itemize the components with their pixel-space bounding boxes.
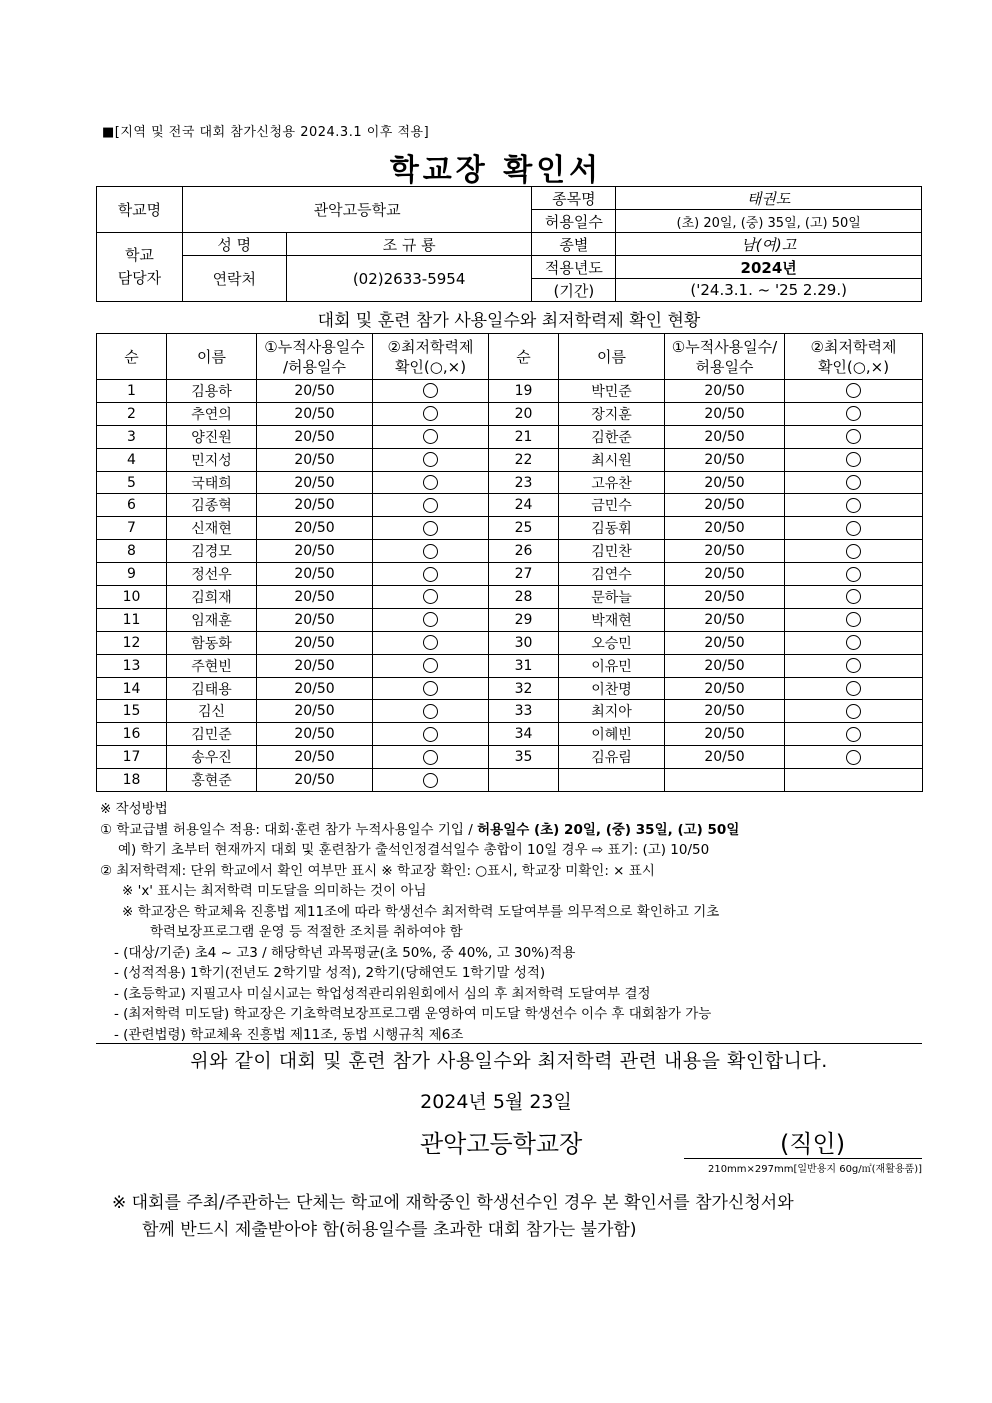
row-number: 35 [489, 746, 559, 769]
circle-mark-icon [846, 681, 861, 696]
table-row [97, 494, 923, 517]
days-used: 20/50 [257, 631, 373, 654]
days-used: 20/50 [665, 608, 785, 631]
circle-mark-icon [846, 429, 861, 444]
circle-mark-icon [423, 498, 438, 513]
year-sub-label: (기간) [532, 279, 616, 302]
paper-spec: 210mm×297mm[일반용지 60g/㎡(재활용품)] [684, 1158, 922, 1175]
student-name: 김신 [167, 700, 257, 723]
min-check-cell [373, 494, 489, 517]
student-name: 국태희 [167, 471, 257, 494]
circle-mark-icon [423, 681, 438, 696]
year-value: 2024년 [616, 256, 922, 279]
days-used: 20/50 [257, 563, 373, 586]
days-used: 20/50 [665, 700, 785, 723]
table-row [97, 769, 923, 792]
min-check-cell [373, 586, 489, 609]
row-number: 21 [489, 425, 559, 448]
circle-mark-icon [423, 635, 438, 650]
circle-mark-icon [423, 704, 438, 719]
row-number: 9 [97, 563, 167, 586]
min-check-cell [785, 700, 923, 723]
days-used: 20/50 [257, 654, 373, 677]
min-check-cell [373, 540, 489, 563]
row-number: 33 [489, 700, 559, 723]
note-7: - (초등학교) 지필고사 미실시교는 학업성적관리위원회에서 심의 후 최저학력 도달여부 결정 [114, 985, 651, 1002]
circle-mark-icon [423, 475, 438, 490]
days-used: 20/50 [665, 402, 785, 425]
student-name: 장지훈 [559, 402, 665, 425]
min-check-cell [785, 586, 923, 609]
days-used: 20/50 [665, 654, 785, 677]
table-row [97, 746, 923, 769]
circle-mark-icon [423, 452, 438, 467]
min-check-cell [373, 723, 489, 746]
student-name: 정선우 [167, 563, 257, 586]
principal-name: 관악고등학교장 [420, 1130, 583, 1158]
days-used: 20/50 [665, 494, 785, 517]
student-name: 김용하 [167, 380, 257, 403]
circle-mark-icon [423, 727, 438, 742]
student-name: 임재훈 [167, 608, 257, 631]
student-name: 민지성 [167, 448, 257, 471]
min-check-cell [785, 402, 923, 425]
student-name: 이찬명 [559, 677, 665, 700]
min-check-cell [373, 654, 489, 677]
circle-mark-icon [846, 475, 861, 490]
min-check-cell [785, 677, 923, 700]
circle-mark-icon [846, 704, 861, 719]
student-name: 박재현 [559, 608, 665, 631]
row-number: 28 [489, 586, 559, 609]
row-number: 26 [489, 540, 559, 563]
min-check-cell [785, 471, 923, 494]
row-number: 30 [489, 631, 559, 654]
table-row [97, 586, 923, 609]
student-name: 주현빈 [167, 654, 257, 677]
school-label: 학교명 [97, 187, 183, 233]
days-used: 20/50 [665, 517, 785, 540]
student-name: 이혜빈 [559, 723, 665, 746]
col-min-right: ②최저학력제 확인(○,×) [785, 334, 923, 380]
student-name: 송우진 [167, 746, 257, 769]
min-check-cell [785, 563, 923, 586]
days-used: 20/50 [257, 540, 373, 563]
footer-note [112, 1190, 794, 1244]
min-check-cell [373, 380, 489, 403]
circle-mark-icon [846, 635, 861, 650]
name-value: 조 규 룡 [286, 233, 532, 256]
table-row [97, 517, 923, 540]
circle-mark-icon [846, 544, 861, 559]
table-row [97, 425, 923, 448]
circle-mark-icon [423, 406, 438, 421]
min-check-cell [373, 425, 489, 448]
days-used: 20/50 [665, 471, 785, 494]
days-used: 20/50 [665, 586, 785, 609]
table-row [97, 608, 923, 631]
student-name: 함동화 [167, 631, 257, 654]
min-check-cell [785, 746, 923, 769]
min-check-cell [785, 540, 923, 563]
min-check-cell [785, 380, 923, 403]
note-8: - (최저학력 미도달) 학교장은 기초학력보장프로그램 운영하여 미도달 학생선수 이수 후 대회참가 가능 [114, 1006, 712, 1022]
col-name-left: 이름 [167, 334, 257, 380]
student-name: 김동휘 [559, 517, 665, 540]
row-number: 10 [97, 586, 167, 609]
student-name: 추연의 [167, 402, 257, 425]
student-name: 박민준 [559, 380, 665, 403]
student-name: 김연수 [559, 563, 665, 586]
student-name: 홍현준 [167, 769, 257, 792]
table-row [97, 563, 923, 586]
student-name: 김희재 [167, 586, 257, 609]
student-name: 김경모 [167, 540, 257, 563]
circle-mark-icon [846, 727, 861, 742]
row-number: 24 [489, 494, 559, 517]
days-used: 20/50 [665, 425, 785, 448]
footer-line-2: 함께 반드시 제출받아야 함(허용일수를 초과한 대회 참가는 불가함) [142, 1220, 637, 1240]
circle-mark-icon [423, 612, 438, 627]
circle-mark-icon [846, 383, 861, 398]
event-label: 종목명 [532, 187, 616, 210]
circle-mark-icon [423, 567, 438, 582]
table-row [97, 448, 923, 471]
row-number: 20 [489, 402, 559, 425]
circle-mark-icon [846, 612, 861, 627]
notes [100, 799, 925, 1045]
empty-cell [489, 769, 559, 792]
circle-mark-icon [423, 750, 438, 765]
days-used: 20/50 [257, 425, 373, 448]
days-used: 20/50 [257, 700, 373, 723]
circle-mark-icon [423, 429, 438, 444]
min-check-cell [373, 517, 489, 540]
student-name: 김태용 [167, 677, 257, 700]
row-number: 31 [489, 654, 559, 677]
circle-mark-icon [423, 521, 438, 536]
table-row [97, 402, 923, 425]
row-number: 34 [489, 723, 559, 746]
student-name: 최시원 [559, 448, 665, 471]
min-check-cell [785, 494, 923, 517]
year-label: 적용년도 [532, 256, 616, 279]
note-1 [100, 820, 925, 841]
row-number: 15 [97, 700, 167, 723]
days-used: 20/50 [257, 494, 373, 517]
min-check-cell [373, 700, 489, 723]
note-9: - (관련법령) 학교체육 진흥법 제11조, 동법 시행규칙 제6조 [114, 1026, 464, 1043]
table-row [97, 723, 923, 746]
days-used: 20/50 [257, 402, 373, 425]
student-name: 김민준 [167, 723, 257, 746]
days-used: 20/50 [257, 723, 373, 746]
student-name: 김유림 [559, 746, 665, 769]
table-row [97, 540, 923, 563]
days-used: 20/50 [257, 677, 373, 700]
row-number: 8 [97, 540, 167, 563]
days-used: 20/50 [257, 608, 373, 631]
gender-label: 종별 [532, 233, 616, 256]
table-row [97, 631, 923, 654]
days-used: 20/50 [257, 471, 373, 494]
min-check-cell [373, 746, 489, 769]
days-used: 20/50 [665, 380, 785, 403]
circle-mark-icon [423, 383, 438, 398]
period-value: ('24.3.1. ~ '25 2.29.) [616, 279, 922, 302]
min-check-cell [373, 402, 489, 425]
table-row [97, 700, 923, 723]
name-label: 성 명 [182, 233, 286, 256]
student-name: 이유민 [559, 654, 665, 677]
row-number: 16 [97, 723, 167, 746]
contact-value: (02)2633-5954 [286, 256, 532, 302]
student-name: 양진원 [167, 425, 257, 448]
min-check-cell [785, 654, 923, 677]
days-used: 20/50 [665, 746, 785, 769]
row-number: 19 [489, 380, 559, 403]
min-check-cell [785, 608, 923, 631]
table-row [97, 471, 923, 494]
days-used: 20/50 [665, 448, 785, 471]
circle-mark-icon [846, 498, 861, 513]
confirm-date: 2024년 5월 23일 [420, 1091, 572, 1113]
row-number: 14 [97, 677, 167, 700]
empty-cell [785, 769, 923, 792]
min-check-cell [785, 425, 923, 448]
allowed-label: 허용일수 [532, 210, 616, 233]
event-value: 태권도 [616, 187, 922, 210]
row-number: 12 [97, 631, 167, 654]
row-number: 27 [489, 563, 559, 586]
days-used: 20/50 [665, 677, 785, 700]
row-number: 4 [97, 448, 167, 471]
note-1-text: ① 학교급별 허용일수 적용: 대회·훈련 참가 누적사용일수 기입 / [100, 821, 478, 838]
student-name: 금민수 [559, 494, 665, 517]
row-number: 29 [489, 608, 559, 631]
school-name: 관악고등학교 [182, 187, 532, 233]
roster-table [96, 333, 923, 792]
row-number: 13 [97, 654, 167, 677]
circle-mark-icon [423, 773, 438, 788]
days-used: 20/50 [257, 769, 373, 792]
contact-label: 연락처 [182, 256, 286, 302]
circle-mark-icon [846, 452, 861, 467]
row-number: 5 [97, 471, 167, 494]
col-name-right: 이름 [559, 334, 665, 380]
min-check-cell [373, 769, 489, 792]
circle-mark-icon [846, 658, 861, 673]
circle-mark-icon [846, 567, 861, 582]
row-number: 6 [97, 494, 167, 517]
days-used: 20/50 [665, 723, 785, 746]
section-title: 대회 및 훈련 참가 사용일수와 최저학력제 확인 현황 [317, 311, 701, 331]
row-number: 23 [489, 471, 559, 494]
note-4: ※ 학교장은 학교체육 진흥법 제11조에 따라 학생선수 최저학력 도달여부를 의무적으로 확인하고 기초 [122, 903, 720, 920]
min-check-cell [373, 448, 489, 471]
gender-value: 남(여)고 [616, 233, 922, 256]
top-note: ■[지역 및 전국 대회 참가신청용 2024.3.1 이후 적용] [102, 125, 430, 140]
row-number: 17 [97, 746, 167, 769]
min-check-cell [785, 723, 923, 746]
student-name: 문하늘 [559, 586, 665, 609]
row-number: 32 [489, 677, 559, 700]
student-name: 오승민 [559, 631, 665, 654]
col-days-left: ①누적사용일수 /허용일수 [257, 334, 373, 380]
manager-label: 학교 담당자 [97, 233, 183, 302]
col-days-right: ①누적사용일수/ 허용일수 [665, 334, 785, 380]
header-table [96, 186, 922, 302]
note-4b: 학력보장프로그램 운영 등 적절한 조치를 취하여야 함 [150, 924, 463, 940]
days-used: 20/50 [665, 540, 785, 563]
days-used: 20/50 [257, 448, 373, 471]
days-used: 20/50 [665, 563, 785, 586]
note-3: ※ 'x' 표시는 최저학력 미도달을 의미하는 것이 아님 [122, 883, 427, 899]
seal-mark: (직인) [780, 1130, 846, 1158]
row-number: 18 [97, 769, 167, 792]
table-row [97, 654, 923, 677]
days-used: 20/50 [257, 586, 373, 609]
days-used: 20/50 [257, 746, 373, 769]
circle-mark-icon [846, 406, 861, 421]
empty-cell [559, 769, 665, 792]
min-check-cell [373, 471, 489, 494]
min-check-cell [373, 677, 489, 700]
note-6: - (성적적용) 1학기(전년도 2학기말 성적), 2학기(당해연도 1학기말 성적) [114, 965, 546, 981]
min-check-cell [785, 448, 923, 471]
table-row [97, 380, 923, 403]
circle-mark-icon [423, 544, 438, 559]
note-5: - (대상/기준) 초4 ~ 고3 / 해당학년 과목평균(초 50%, 중 40%, 고 30%)적용 [114, 944, 576, 961]
note-1-example: 예) 학기 초부터 현재까지 대회 및 훈련참가 출석인정결석일수 총합이 10일 경우 ⇨ 표기: (고) 10/50 [118, 842, 710, 858]
footer-line-1: ※ 대회를 주최/주관하는 단체는 학교에 재학중인 학생선수인 경우 본 확인서를 참가신청서와 [112, 1193, 794, 1213]
row-number: 3 [97, 425, 167, 448]
student-name: 최지아 [559, 700, 665, 723]
col-min-left: ②최저학력제 확인(○,×) [373, 334, 489, 380]
note-2: ② 최저학력제: 단위 학교에서 확인 여부만 표시 ※ 학교장 확인: ○표시, 학교장 미확인: × 표시 [100, 862, 655, 879]
notes-heading: ※ 작성방법 [100, 801, 168, 817]
circle-mark-icon [846, 589, 861, 604]
circle-mark-icon [846, 750, 861, 765]
row-number: 25 [489, 517, 559, 540]
page-title: 학교장 확인서 [389, 153, 603, 188]
confirm-statement: 위와 같이 대회 및 훈련 참가 사용일수와 최저학력 관련 내용을 확인합니다. [96, 1043, 922, 1073]
row-number: 2 [97, 402, 167, 425]
days-used: 20/50 [257, 380, 373, 403]
student-name: 김종혁 [167, 494, 257, 517]
empty-cell [665, 769, 785, 792]
row-number: 1 [97, 380, 167, 403]
row-number: 7 [97, 517, 167, 540]
days-used: 20/50 [665, 631, 785, 654]
min-check-cell [373, 563, 489, 586]
student-name: 고유찬 [559, 471, 665, 494]
min-check-cell [785, 631, 923, 654]
student-name: 김한준 [559, 425, 665, 448]
col-no-left: 순 [97, 334, 167, 380]
circle-mark-icon [423, 589, 438, 604]
allowed-value: (초) 20일, (중) 35일, (고) 50일 [616, 210, 922, 233]
min-check-cell [373, 631, 489, 654]
row-number: 11 [97, 608, 167, 631]
min-check-cell [785, 517, 923, 540]
circle-mark-icon [423, 658, 438, 673]
days-used: 20/50 [257, 517, 373, 540]
note-1-bold: 허용일수 (초) 20일, (중) 35일, (고) 50일 [477, 821, 740, 838]
student-name: 김민찬 [559, 540, 665, 563]
table-row [97, 677, 923, 700]
circle-mark-icon [846, 521, 861, 536]
student-name: 신재현 [167, 517, 257, 540]
min-check-cell [373, 608, 489, 631]
col-no-right: 순 [489, 334, 559, 380]
row-number: 22 [489, 448, 559, 471]
